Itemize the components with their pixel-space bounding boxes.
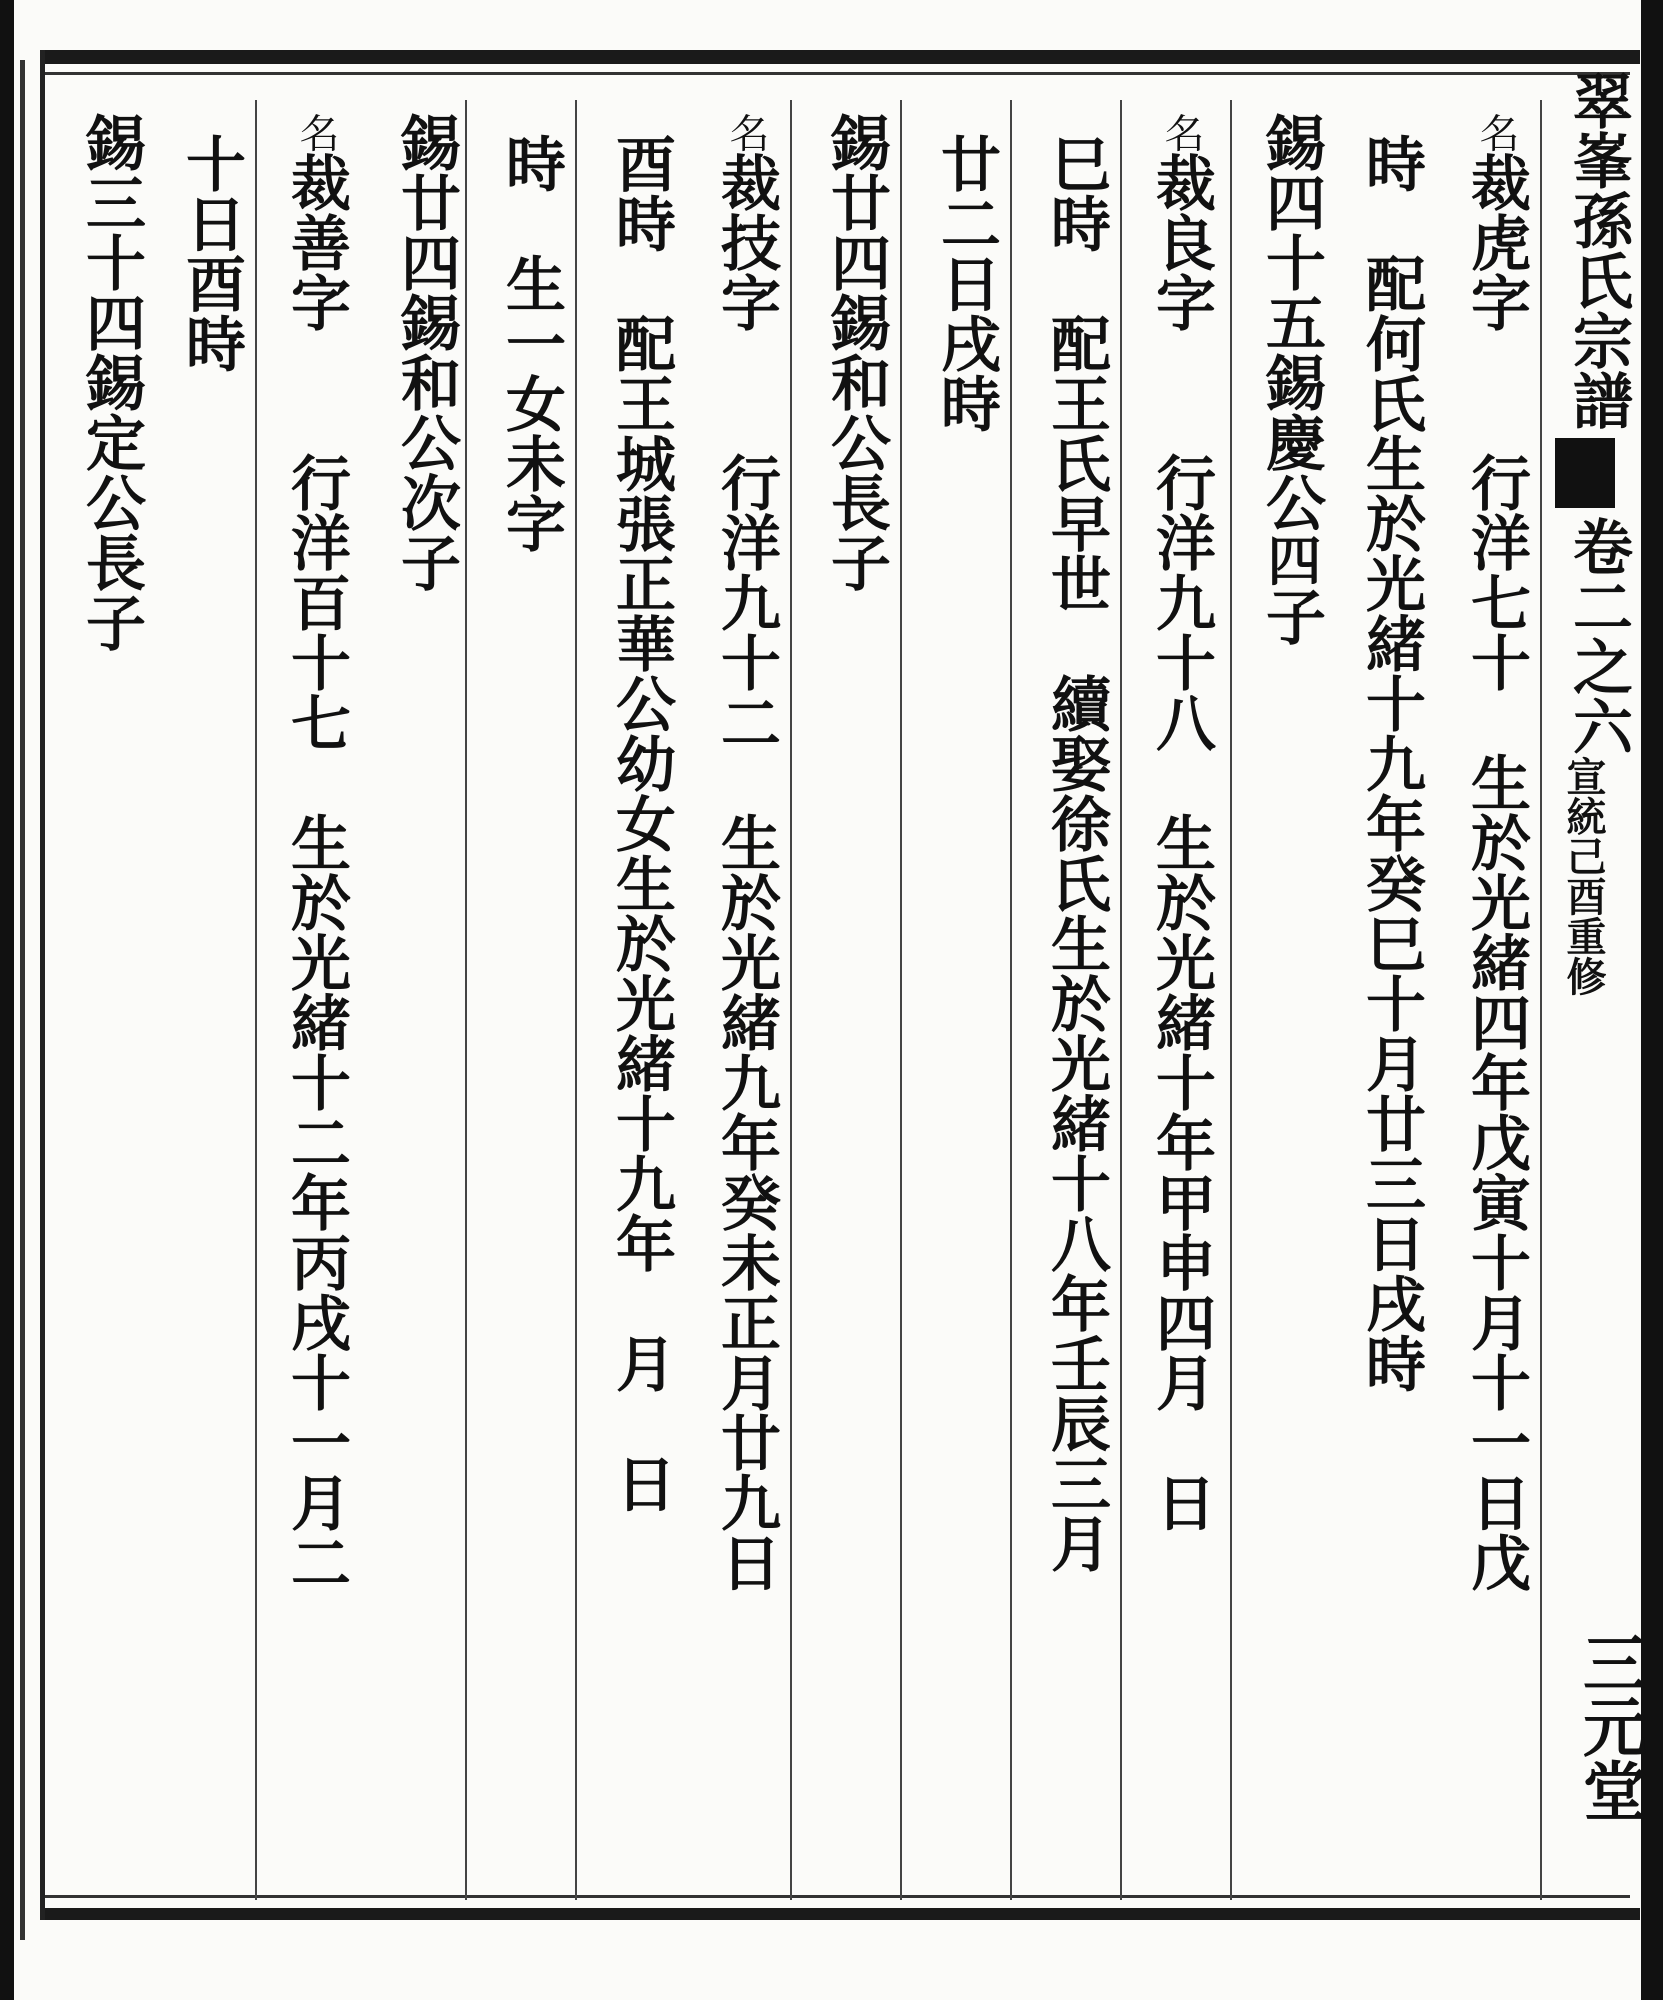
rank-birth-text: 行洋百十七 生於光緒十二年丙戌十一月二 [281,452,351,1593]
given-name: 裁虎字 [1461,152,1531,333]
text-column-8 [700,90,792,1592]
name-marker: 名 [1473,112,1519,153]
text-column-12 [270,90,362,1592]
top-border-thin-rule [40,72,1630,75]
spouse-text: 時 配何氏生於光緒十九年癸巳十月廿三日戌時 [1356,112,1426,1394]
left-frame-rule [40,50,45,1920]
rank-birth-text: 行洋七十 生於光緒四年戊寅十月十一日戊 [1461,452,1531,1593]
top-border-rule [40,50,1640,64]
page-edge-left [0,0,14,2000]
spouse-text: 巳時 配王氏早世 續娶徐氏生於光緒十八年壬辰三月 [1041,112,1111,1574]
rank-birth-text: 行洋九十八 生於光緒十年甲申四月 日 [1146,452,1216,1533]
book-title: 翠峯孫氏宗譜 [1563,70,1633,430]
column-spacer [711,332,781,452]
bottom-border-rule [40,1908,1640,1920]
rank-birth-text: 行洋九十二 生於光緒九年癸未正月廿九日 [711,452,781,1593]
column-spacer [1461,332,1531,452]
lineage-heading: 錫三十四錫定公長子 [76,112,146,653]
text-column-7 [810,90,902,592]
text-column-5 [1030,90,1122,1573]
name-marker: 名 [723,112,769,153]
spouse-text: 酉時 配王城張正華公幼女生於光緒十九年 月 日 [606,112,676,1514]
text-column-4 [1135,90,1227,1532]
lineage-heading: 錫廿四錫和公長子 [821,112,891,593]
given-name: 裁善字 [281,152,351,333]
name-marker: 名 [293,112,339,153]
text-column-14 [65,90,157,652]
text-column-13 [165,90,257,373]
hall-name: 三元堂 [1572,1630,1647,1822]
page-edge-left-line [20,60,25,1940]
text-column-10 [485,90,577,553]
date-text: 廿二日戌時 [931,112,1001,434]
volume-label: 卷二之六 [1563,516,1633,756]
text-column-9 [595,90,687,1513]
text-column-1 [1450,90,1542,1592]
lineage-heading: 錫廿四錫和公次子 [391,112,461,593]
name-marker: 名 [1158,112,1204,153]
children-text: 時 生一女未字 [496,112,566,554]
column-divider [1230,100,1232,1900]
edition-note: 宣統己酉重修 [1560,756,1607,996]
lineage-suffix: 子 [1256,586,1326,647]
bottom-border-thin-rule [40,1895,1630,1898]
text-column-2 [1345,90,1437,1393]
lineage-order: 四 [1259,532,1323,587]
text-column-11 [380,90,472,592]
fish-tail-mark [1555,438,1615,508]
text-column-3 [1245,90,1337,646]
margin-title-strip [1555,70,1647,1900]
given-name: 裁技字 [711,152,781,333]
text-column-6 [920,90,1012,433]
lineage-heading: 錫四十五錫慶公 [1256,112,1326,533]
given-name: 裁良字 [1146,152,1216,333]
date-text: 十日酉時 [176,112,246,374]
column-spacer [1146,332,1216,452]
column-spacer [281,332,351,452]
